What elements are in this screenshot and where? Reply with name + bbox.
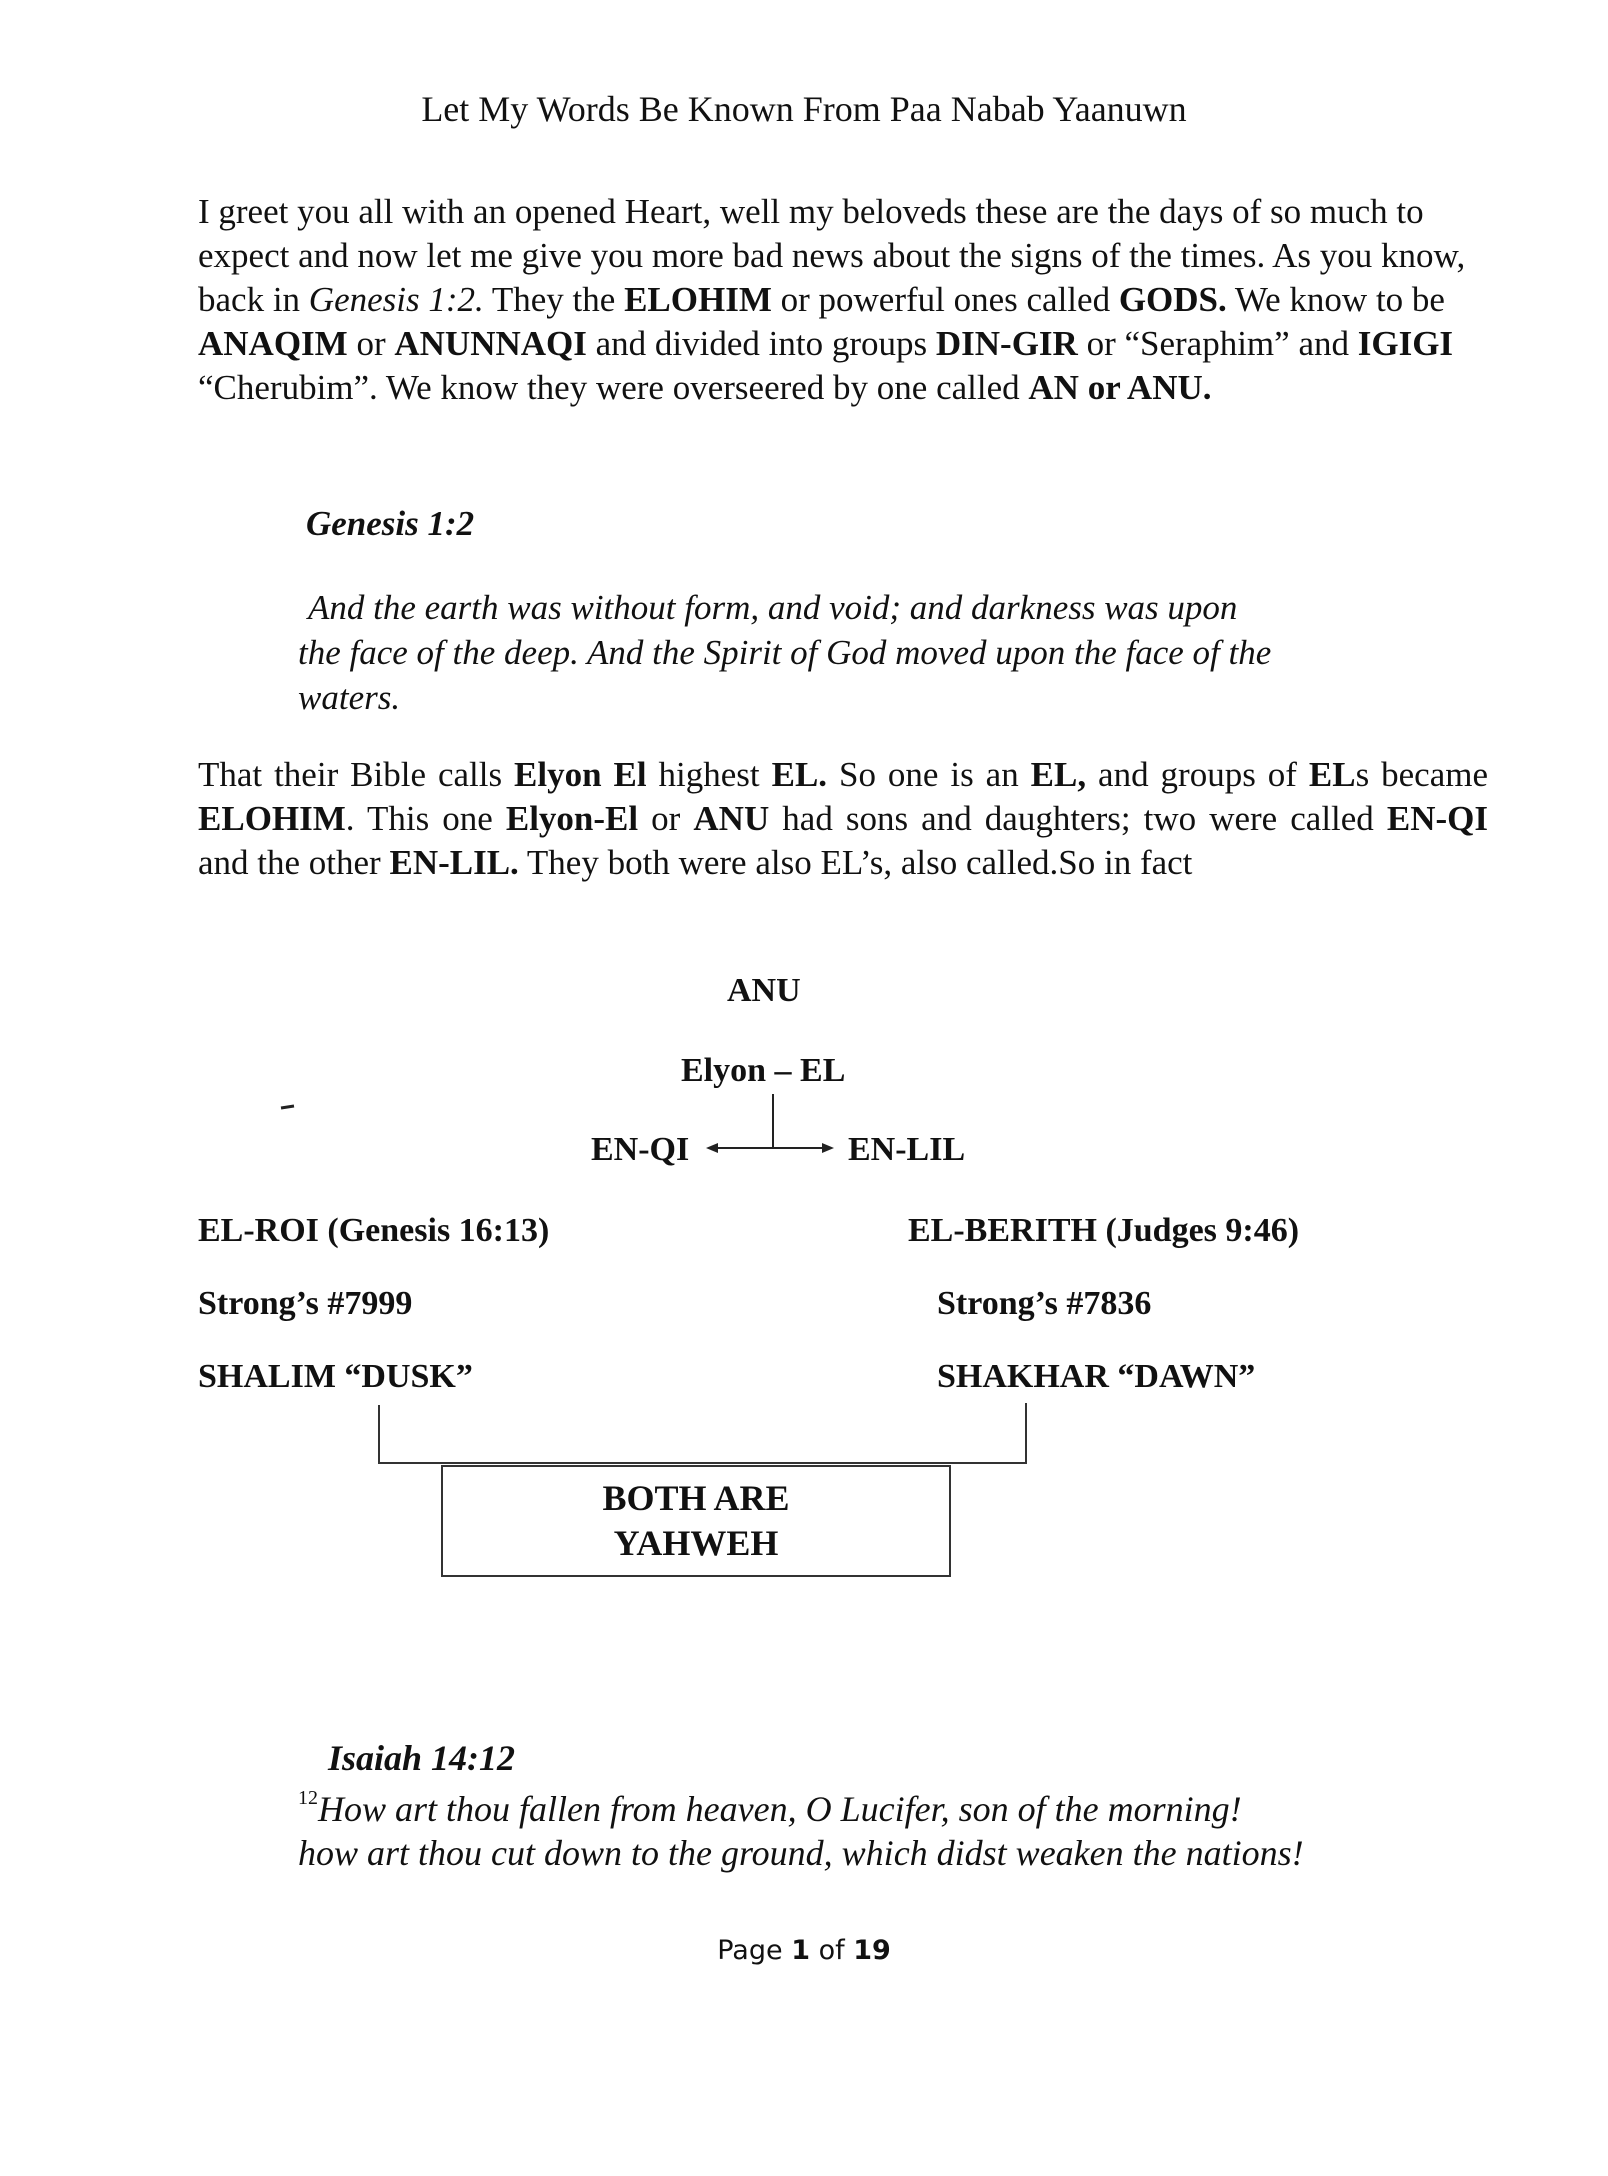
verse-reference-isaiah: Isaiah 14:12 (328, 1738, 516, 1778)
left-strongs-label: Strong’s #7999 (198, 1285, 413, 1322)
diagram-node-enqi: EN-QI (591, 1131, 690, 1168)
verse-reference-genesis: Genesis 1:2 (306, 504, 475, 543)
diagram-node-enlil: EN-LIL (848, 1131, 966, 1168)
diagram-node-elyon: Elyon – EL (681, 1052, 846, 1089)
verse-line: the face of the deep. And the Spirit of God moved upon the face of the (298, 633, 1272, 672)
verse-line-text: How art thou fallen from heaven, O Lucifer, son of the morning! (318, 1789, 1242, 1829)
verse-text-isaiah (298, 1780, 1448, 1875)
page-number: Page 1 of 19 (717, 1935, 891, 1966)
verse-line (298, 1780, 1448, 1831)
verse-line: how art thou cut down to the ground, which didst weaken the nations! (298, 1833, 1304, 1873)
right-strongs-label: Strong’s #7836 (937, 1285, 1152, 1322)
both-are-yahweh-box (441, 1465, 951, 1577)
arrow-right-icon (822, 1143, 834, 1153)
shalim-label: SHALIM “DUSK” (198, 1358, 473, 1395)
body-paragraph: That their Bible calls Elyon El highest EL. So one is an EL, and groups of ELs became ELOHIM. This one Elyon-El or ANU had sons and daughters; two were called EN-QI and the other EN-LIL. They both were also EL’s, also called.So in fact (198, 755, 1488, 882)
bracket-connector (379, 1403, 1026, 1463)
stray-dash (281, 1106, 294, 1108)
box-line: YAHWEH (613, 1523, 779, 1563)
shakhar-label: SHAKHAR “DAWN” (937, 1358, 1256, 1395)
verse-line: And the earth was without form, and void; and darkness was upon (308, 588, 1238, 627)
arrow-left-icon (706, 1143, 718, 1153)
intro-paragraph: I greet you all with an opened Heart, well my beloveds these are the days of so much to expect and now let me give you more bad news about the signs of the times. As you know, back in Genesis 1:2. They the ELOHIM or powerful ones called GODS. We know to be ANAQIM or ANUNNAQI and divided into groups DIN-GIR or “Seraphim” and IGIGI “Cherubim”. We know they were overseered by one called AN or ANU. (198, 192, 1466, 407)
diagram-node-anu: ANU (727, 972, 801, 1009)
el-roi-label: EL-ROI (Genesis 16:13) (198, 1212, 550, 1249)
verse-line: waters. (298, 678, 401, 717)
verse-number: 12 (298, 1787, 318, 1809)
page-title: Let My Words Be Known From Paa Nabab Yaanuwn (421, 89, 1187, 129)
box-line: BOTH ARE (602, 1478, 790, 1518)
el-berith-label: EL-BERITH (Judges 9:46) (908, 1212, 1300, 1249)
